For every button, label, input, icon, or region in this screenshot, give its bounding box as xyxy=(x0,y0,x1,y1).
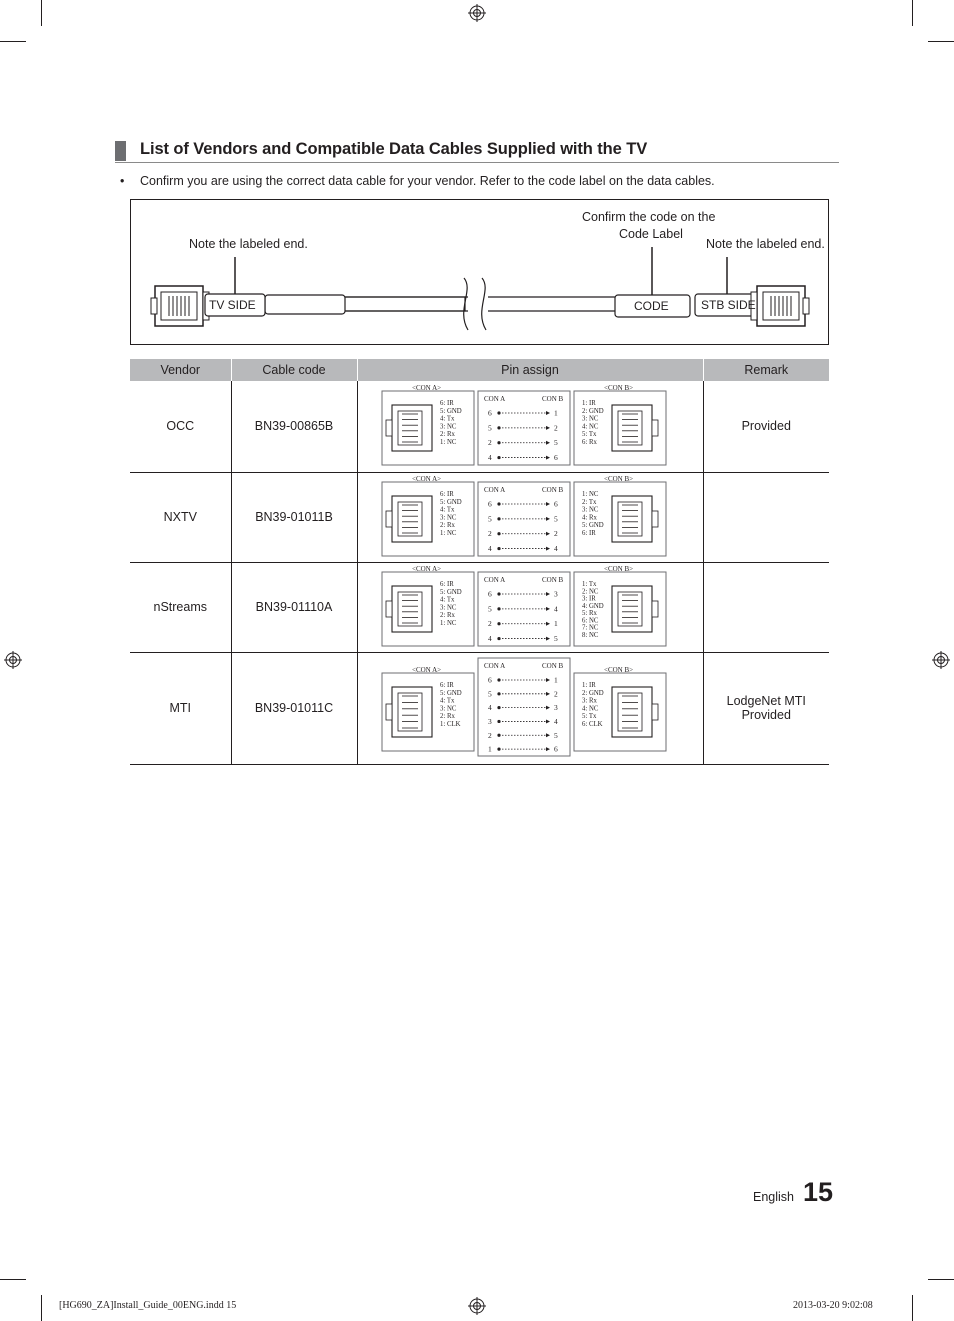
instruction-text: Confirm you are using the correct data cable for your vendor. Refer to the code label on the data cables. xyxy=(140,174,715,188)
tv-side-label: TV SIDE xyxy=(209,298,256,312)
vendor-cell: MTI xyxy=(130,652,231,764)
mapping-pin: 1 xyxy=(554,675,558,685)
mapping-header: CON A xyxy=(484,662,506,670)
pin-label: 3: NC xyxy=(440,514,457,522)
crop-mark xyxy=(0,41,26,42)
pin-label: 5: GND xyxy=(582,522,604,530)
mapping-header: CON A xyxy=(484,486,506,494)
jack-tab xyxy=(386,704,392,720)
code-label: CODE xyxy=(634,299,669,313)
pin-label: 5: GND xyxy=(440,498,462,506)
pin-label: 4: Rx xyxy=(582,514,597,522)
mapping-pin: 4 xyxy=(554,604,558,614)
mapping-pin: 1 xyxy=(554,408,558,418)
pin-label: 1: Tx xyxy=(582,581,597,588)
table-row xyxy=(130,472,829,562)
connector-label: <CON B> xyxy=(604,475,634,483)
middle-callout-line1: Confirm the code on the xyxy=(582,210,716,224)
pin-label: 2: Rx xyxy=(440,522,455,530)
registration-mark-icon xyxy=(4,651,22,669)
pin-diagram-group xyxy=(382,565,666,646)
heading-bar xyxy=(115,141,126,161)
crop-mark xyxy=(912,1295,913,1321)
mapping-pin: 6 xyxy=(554,499,558,509)
pin-label: 4: Tx xyxy=(440,697,455,705)
mapping-pin: 6 xyxy=(488,589,492,599)
mapping-pin: 5 xyxy=(488,689,492,699)
cable-code-cell: BN39-00865B xyxy=(231,381,357,472)
pin-label: 6: IR xyxy=(440,682,454,689)
mapping-pin: 4 xyxy=(554,544,558,554)
remark-line: LodgeNet MTI xyxy=(726,694,806,708)
pin-label: 2: Tx xyxy=(582,498,597,506)
pin-label: 2: Rx xyxy=(440,713,455,721)
column-header-remark: Remark xyxy=(703,359,829,381)
remark-cell xyxy=(703,562,829,652)
pin-diagram xyxy=(380,655,680,761)
mapping-header: CON B xyxy=(542,486,564,494)
mapping-pin: 3 xyxy=(554,703,558,713)
vendor-cell: OCC xyxy=(130,381,231,472)
column-header-cable-code: Cable code xyxy=(231,359,357,381)
pin-label: 3: NC xyxy=(440,705,457,713)
mapping-pin: 4 xyxy=(554,716,558,726)
connector-label: <CON A> xyxy=(412,666,442,674)
pin-diagram xyxy=(380,474,680,560)
pin-label: 4: NC xyxy=(582,705,599,713)
mapping-pin: 6 xyxy=(488,675,492,685)
mapping-pin: 3 xyxy=(554,589,558,599)
mapping-pin: 3 xyxy=(488,716,492,726)
mapping-pin: 6 xyxy=(554,744,558,754)
mapping-pin: 2 xyxy=(554,689,558,699)
mapping-pin: 6 xyxy=(488,499,492,509)
mapping-pin: 4 xyxy=(488,703,492,713)
pin-label: 6: Rx xyxy=(582,439,597,447)
connector-label: <CON B> xyxy=(604,565,634,573)
page-number: 15 xyxy=(803,1177,834,1207)
pin-diagram xyxy=(380,564,680,650)
pin-label: 6: IR xyxy=(582,530,596,537)
registration-mark-icon xyxy=(468,1297,486,1315)
pin-label: 1: NC xyxy=(440,620,457,627)
slug-file-info: [HG690_ZA]Install_Guide_00ENG.indd 15 xyxy=(59,1300,237,1311)
pin-label: 3: NC xyxy=(440,604,457,612)
jack-tab xyxy=(386,420,392,436)
connector-label: <CON A> xyxy=(412,384,442,393)
mapping-pin: 2 xyxy=(488,619,492,629)
crop-mark xyxy=(912,0,913,26)
connector-label: <CON A> xyxy=(412,565,442,573)
crop-mark xyxy=(928,1279,954,1280)
mapping-pin: 1 xyxy=(554,619,558,629)
mapping-pin: 2 xyxy=(488,730,492,740)
pin-label: 1: NC xyxy=(582,491,599,498)
remark-line: Provided xyxy=(741,419,791,434)
connector-label: <CON B> xyxy=(604,384,634,393)
table-header-row xyxy=(130,359,829,381)
page-title: List of Vendors and Compatible Data Cables Supplied with the TV xyxy=(140,140,648,158)
pin-label: 2: GND xyxy=(582,689,604,697)
cable-code-cell: BN39-01011B xyxy=(231,472,357,562)
pin-label: 2: Rx xyxy=(440,612,455,620)
mapping-pin: 5 xyxy=(554,730,558,740)
pin-label: 3: NC xyxy=(582,506,599,514)
pin-diagram-group xyxy=(382,658,666,756)
crop-mark xyxy=(928,41,954,42)
mapping-pin: 2 xyxy=(554,423,558,433)
pin-label: 2: GND xyxy=(582,408,604,416)
mapping-pin: 6 xyxy=(554,453,558,463)
table-row xyxy=(130,562,829,652)
remark-line: Provided xyxy=(741,708,791,722)
mapping-pin: 6 xyxy=(488,408,492,418)
pin-label: 4: NC xyxy=(582,423,599,431)
connector-label: <CON B> xyxy=(604,666,634,674)
registration-mark-icon xyxy=(468,4,486,22)
mapping-pin: 2 xyxy=(488,438,492,448)
pin-label: 6: IR xyxy=(440,491,454,498)
pin-label: 3: NC xyxy=(440,423,457,431)
pin-label: 5: Rx xyxy=(582,610,597,617)
mapping-pin: 5 xyxy=(554,438,558,448)
mapping-pin: 4 xyxy=(488,634,492,644)
cable-code-cell: BN39-01110A xyxy=(231,562,357,652)
crop-mark xyxy=(41,0,42,26)
pin-label: 5: GND xyxy=(440,689,462,697)
cable-code-cell: BN39-01011C xyxy=(231,652,357,764)
pin-diagram-group xyxy=(382,384,666,465)
mapping-pin: 4 xyxy=(488,453,492,463)
remark-cell xyxy=(703,472,829,562)
vendor-table xyxy=(130,359,829,765)
mapping-pin: 5 xyxy=(488,604,492,614)
column-header-vendor: Vendor xyxy=(130,359,231,381)
jack-tab xyxy=(386,601,392,617)
mapping-pin: 5 xyxy=(554,634,558,644)
slug-timestamp: 2013-03-20 9:02:08 xyxy=(793,1300,873,1311)
pin-label: 4: Tx xyxy=(440,596,455,604)
pin-label: 5: GND xyxy=(440,408,462,416)
jack-tab xyxy=(652,511,658,527)
pin-label: 1: IR xyxy=(582,400,596,408)
pin-label: 6: IR xyxy=(440,400,454,408)
pin-label: 3: IR xyxy=(582,595,596,603)
remark-cell xyxy=(703,652,829,764)
pin-label: 2: NC xyxy=(582,588,599,596)
pin-label: 3: Rx xyxy=(582,697,597,705)
bullet-icon: • xyxy=(120,174,125,188)
pin-assign-cell xyxy=(357,472,703,562)
table-row xyxy=(130,652,829,764)
left-callout: Note the labeled end. xyxy=(189,237,308,251)
connector-label: <CON A> xyxy=(412,475,442,483)
jack-tab xyxy=(386,511,392,527)
column-header-pin-assign: Pin assign xyxy=(357,359,703,381)
registration-mark-icon xyxy=(932,651,950,669)
pin-diagram xyxy=(380,383,680,469)
mapping-pin: 4 xyxy=(488,544,492,554)
pin-label: 3: NC xyxy=(582,415,599,423)
mapping-header: CON A xyxy=(484,395,506,404)
crop-mark xyxy=(0,1279,26,1280)
pin-label: 1: NC xyxy=(440,439,457,447)
mapping-pin: 5 xyxy=(554,514,558,524)
mapping-header: CON B xyxy=(542,662,564,670)
pin-label: 1: IR xyxy=(582,682,596,689)
pin-label: 1: NC xyxy=(440,530,457,537)
jack-tab xyxy=(652,601,658,617)
stb-side-label: STB SIDE xyxy=(701,298,756,312)
crop-mark xyxy=(41,1295,42,1321)
pin-assign-cell xyxy=(357,562,703,652)
table-row xyxy=(130,381,829,472)
mapping-pin: 5 xyxy=(488,423,492,433)
right-callout: Note the labeled end. xyxy=(706,237,825,251)
mapping-header: CON B xyxy=(542,395,564,404)
mapping-pin: 5 xyxy=(488,514,492,524)
mapping-header: CON A xyxy=(484,576,506,584)
section-heading xyxy=(115,139,839,163)
vendor-cell: NXTV xyxy=(130,472,231,562)
mapping-header: CON B xyxy=(542,576,564,584)
pin-label: 2: Rx xyxy=(440,431,455,439)
pin-label: 5: Tx xyxy=(582,713,597,721)
jack-tab xyxy=(652,420,658,436)
mapping-pin: 2 xyxy=(554,529,558,539)
mapping-pin: 1 xyxy=(488,744,492,754)
mapping-pin: 2 xyxy=(488,529,492,539)
pin-label: 4: GND xyxy=(582,602,604,610)
pin-label: 6: NC xyxy=(582,617,599,625)
jack-tab xyxy=(652,704,658,720)
pin-assign-cell xyxy=(357,652,703,764)
pin-label: 5: GND xyxy=(440,588,462,596)
pin-label: 7: NC xyxy=(582,624,599,632)
remark-cell xyxy=(703,381,829,472)
instruction-bullet xyxy=(120,174,715,188)
pin-label: 6: CLK xyxy=(582,721,603,728)
pin-label: 5: Tx xyxy=(582,431,597,439)
vendor-cell: nStreams xyxy=(130,562,231,652)
pin-label: 6: IR xyxy=(440,581,454,588)
pin-label: 1: CLK xyxy=(440,721,461,728)
middle-callout-line2: Code Label xyxy=(619,227,683,241)
cable-diagram xyxy=(130,199,829,345)
pin-label: 8: NC xyxy=(582,631,599,639)
pin-assign-cell xyxy=(357,381,703,472)
footer-language: English xyxy=(753,1190,794,1204)
pin-diagram-group xyxy=(382,475,666,556)
cable-drawing xyxy=(131,200,828,344)
pin-label: 4: Tx xyxy=(440,415,455,423)
pin-label: 4: Tx xyxy=(440,506,455,514)
